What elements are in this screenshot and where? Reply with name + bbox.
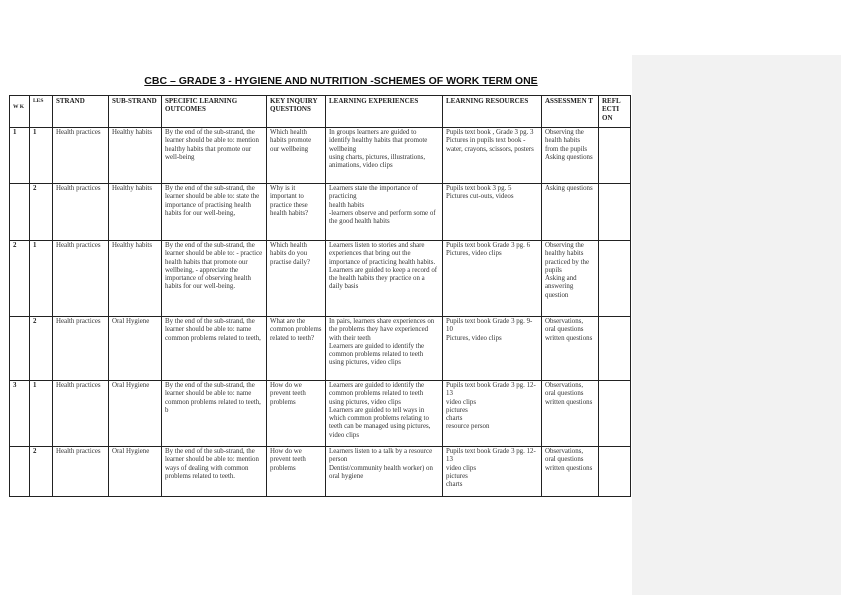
header-les: LES <box>30 96 53 128</box>
page-title <box>9 75 673 87</box>
header-reflection: REFL ECTI ON <box>599 96 631 128</box>
cell-les: 2 <box>30 184 53 241</box>
header-outcomes: SPECIFIC LEARNING OUTCOMES <box>162 96 267 128</box>
cell-wk <box>10 317 30 381</box>
cell-questions: How do we prevent teeth problems <box>267 447 326 497</box>
cell-outcomes: By the end of the sub-strand, the learner should be able to: state the importance of practising health habits for our well-being, <box>162 184 267 241</box>
cell-les: 1 <box>30 128 53 184</box>
cell-experiences: In pairs, learners share experiences on the problems they have experienced with their teeth Learners are guided to identify the common problems related to teeth using pictures, video clips <box>326 317 443 381</box>
header-wk: W K <box>10 96 30 128</box>
cell-reflection <box>599 317 631 381</box>
cell-wk: 3 <box>10 381 30 447</box>
cell-reflection <box>599 447 631 497</box>
cell-strand: Health practices <box>53 447 109 497</box>
header-experiences: LEARNING EXPERIENCES <box>326 96 443 128</box>
cell-resources: Pupils text book Grade 3 pg. 6 Pictures, video clips <box>443 241 542 317</box>
cell-wk <box>10 184 30 241</box>
cell-resources: Pupils text book Grade 3 pg. 12-13 video clips pictures charts <box>443 447 542 497</box>
cell-sub: Healthy habits <box>109 128 162 184</box>
cell-assessment: Observations, oral questions written questions <box>542 381 599 447</box>
header-resources: LEARNING RESOURCES <box>443 96 542 128</box>
header-row <box>10 96 631 128</box>
cell-strand: Health practices <box>53 184 109 241</box>
cell-reflection <box>599 184 631 241</box>
cell-les: 2 <box>30 317 53 381</box>
title-text: CBC – GRADE 3 - HYGIENE AND NUTRITION -SCHEMES OF WORK TERM ONE <box>144 75 538 87</box>
cell-assessment: Observations, oral questions written questions <box>542 317 599 381</box>
cell-sub: Oral Hygiene <box>109 317 162 381</box>
cell-questions: What are the common problems related to teeth? <box>267 317 326 381</box>
cell-experiences: Learners are guided to identify the common problems related to teeth using pictures, video clips Learners are guided to tell ways in which common problems relating to teeth can be managed using pictures, video clips <box>326 381 443 447</box>
cell-outcomes: By the end of the sub-strand, the learner should be able to: name common problems related to teeth, <box>162 317 267 381</box>
cell-assessment: Observations, oral questions written questions <box>542 447 599 497</box>
table-row <box>10 184 631 241</box>
cell-questions: Why is it important to practice these health habits? <box>267 184 326 241</box>
cell-les: 1 <box>30 241 53 317</box>
table-row <box>10 241 631 317</box>
side-panel <box>632 55 841 595</box>
cell-outcomes: By the end of the sub-strand, the learner should be able to: - practice health habits that promote our wellbeing, - appreciate the importance of observing health habits for our well-being. <box>162 241 267 317</box>
header-assessment: ASSESSMEN T <box>542 96 599 128</box>
cell-strand: Health practices <box>53 128 109 184</box>
cell-experiences: Learners listen to a talk by a resource person Dentist/community health worker) on oral hygiene <box>326 447 443 497</box>
cell-les: 1 <box>30 381 53 447</box>
cell-resources: Pupils text book 3 pg. 5 Pictures cut-outs, videos <box>443 184 542 241</box>
cell-les: 2 <box>30 447 53 497</box>
table-row <box>10 317 631 381</box>
table-row <box>10 447 631 497</box>
cell-reflection <box>599 381 631 447</box>
cell-sub: Oral Hygiene <box>109 447 162 497</box>
cell-sub: Healthy habits <box>109 184 162 241</box>
table-row <box>10 128 631 184</box>
cell-resources: Pupils text book , Grade 3 pg. 3 Pictures in pupils text book -water, crayons, scissors, posters <box>443 128 542 184</box>
cell-wk: 1 <box>10 128 30 184</box>
cell-resources: Pupils text book Grade 3 pg. 12-13 video clips pictures charts resource person <box>443 381 542 447</box>
cell-experiences: Learners listen to stories and share experiences that bring out the importance of practicing health habits. Learners are guided to keep a record of the health habits they practice on a daily basis <box>326 241 443 317</box>
cell-reflection <box>599 128 631 184</box>
cell-experiences: Learners state the importance of practicing health habits -learners observe and perform some of the good health habits <box>326 184 443 241</box>
cell-sub: Oral Hygiene <box>109 381 162 447</box>
cell-questions: Which health habits do you practise daily? <box>267 241 326 317</box>
cell-outcomes: By the end of the sub-strand, the learner should be able to: mention ways of dealing with common problems related to teeth. <box>162 447 267 497</box>
header-strand: STRAND <box>53 96 109 128</box>
cell-outcomes: By the end of the sub-strand, the learner should be able to: mention healthy habits that promote our well-being <box>162 128 267 184</box>
cell-sub: Healthy habits <box>109 241 162 317</box>
cell-strand: Health practices <box>53 241 109 317</box>
cell-strand: Health practices <box>53 317 109 381</box>
cell-assessment: Observing the healthy habits practiced by the pupils Asking and answering question <box>542 241 599 317</box>
cell-assessment: Asking questions <box>542 184 599 241</box>
cell-outcomes: By the end of the sub-strand, the learner should be able to: name common problems related to teeth, b <box>162 381 267 447</box>
table-row <box>10 381 631 447</box>
header-sub-strand: SUB-STRAND <box>109 96 162 128</box>
cell-questions: Which health habits promote our wellbeing <box>267 128 326 184</box>
cell-strand: Health practices <box>53 381 109 447</box>
scheme-table <box>9 95 631 497</box>
cell-reflection <box>599 241 631 317</box>
cell-experiences: In groups learners are guided to identify healthy habits that promote wellbeing using charts, pictures, illustrations, animations, video clips <box>326 128 443 184</box>
cell-wk: 2 <box>10 241 30 317</box>
cell-wk <box>10 447 30 497</box>
cell-resources: Pupils text book Grade 3 pg. 9-10 Pictures, video clips <box>443 317 542 381</box>
cell-assessment: Observing the health habits from the pupils Asking questions <box>542 128 599 184</box>
header-questions: KEY INQUIRY QUESTIONS <box>267 96 326 128</box>
cell-questions: How do we prevent teeth problems <box>267 381 326 447</box>
